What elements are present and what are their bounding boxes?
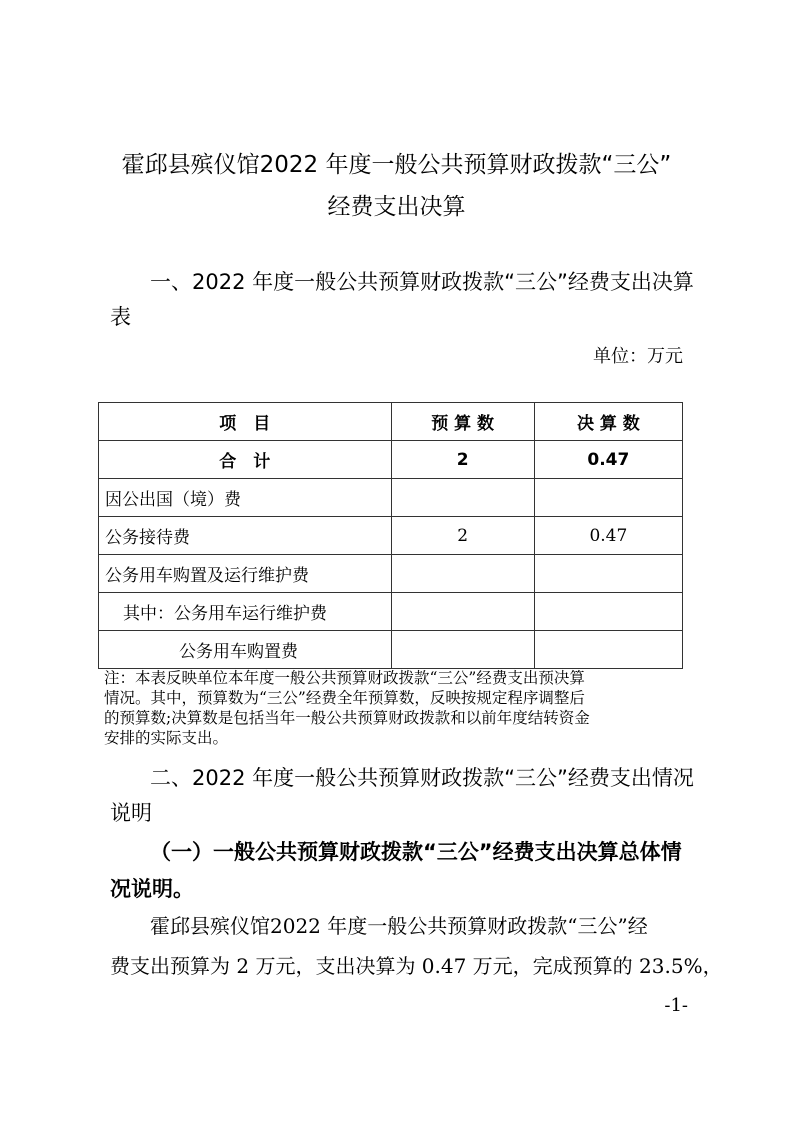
note-line: 安排的实际支出。 <box>104 729 229 747</box>
row-final <box>534 593 682 631</box>
row-label: 公务用车购置及运行维护费 <box>99 555 392 593</box>
row-budget: 2 <box>391 517 534 555</box>
section1-heading: 一、2022 年度一般公共预算财政拨款“三公”经费支出决算 <box>150 270 694 294</box>
section2-heading: 二、2022 年度一般公共预算财政拨款“三公”经费支出情况 <box>150 766 694 790</box>
unit-label: 单位：万元 <box>593 346 683 367</box>
row-final <box>534 631 682 669</box>
row-budget <box>391 555 534 593</box>
row-label: 其中：公务用车运行维护费 <box>99 593 392 631</box>
header-final: 决 算 数 <box>534 403 682 441</box>
document-title-line1: 霍邱县殡仪馆2022 年度一般公共预算财政拨款“三公” <box>121 152 672 178</box>
table-header-row <box>99 403 683 441</box>
table-row <box>99 517 683 555</box>
note-line: 的预算数;决算数是包括当年一般公共预算财政拨款和以前年度结转资金 <box>104 709 590 727</box>
row-label: 公务用车购置费 <box>99 631 392 669</box>
total-final: 0.47 <box>534 441 682 479</box>
row-budget <box>391 479 534 517</box>
page-number: -1- <box>664 995 688 1016</box>
paragraph-line: 费支出预算为 2 万元，支出决算为 0.47 万元，完成预算的 23.5%， <box>110 954 723 978</box>
table-total-row <box>99 441 683 479</box>
row-label: 公务接待费 <box>99 517 392 555</box>
table-row <box>99 555 683 593</box>
paragraph-line: 霍邱县殡仪馆2022 年度一般公共预算财政拨款“三公”经 <box>150 914 648 938</box>
row-budget <box>391 593 534 631</box>
note-line: 情况。其中，预算数为“三公”经费全年预算数，反映按规定程序调整后 <box>104 689 585 707</box>
total-label: 合 计 <box>99 441 392 479</box>
subsection-heading-cont: 况说明。 <box>110 877 194 901</box>
row-final <box>534 555 682 593</box>
document-title-line2: 经费支出决算 <box>327 194 466 220</box>
row-budget <box>391 631 534 669</box>
subsection-heading: （一）一般公共预算财政拨款“三公”经费支出决算总体情 <box>150 840 682 864</box>
table-row <box>99 631 683 669</box>
section1-heading-cont: 表 <box>110 305 131 329</box>
table-note <box>104 668 704 748</box>
header-item: 项 目 <box>99 403 392 441</box>
row-label: 因公出国（境）费 <box>99 479 392 517</box>
total-budget: 2 <box>391 441 534 479</box>
section2-heading-cont: 说明 <box>110 801 152 825</box>
header-budget: 预 算 数 <box>391 403 534 441</box>
three-public-expense-table <box>98 402 683 669</box>
row-final: 0.47 <box>534 517 682 555</box>
note-line: 注：本表反映单位本年度一般公共预算财政拨款“三公”经费支出预决算 <box>104 669 585 687</box>
table-row <box>99 593 683 631</box>
table-row <box>99 479 683 517</box>
row-final <box>534 479 682 517</box>
